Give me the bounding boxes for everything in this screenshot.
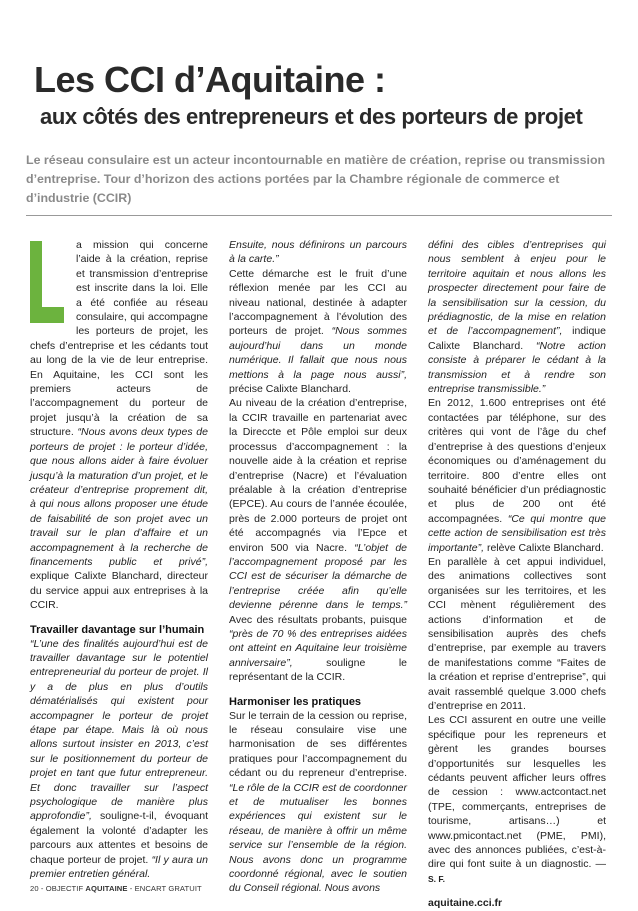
paragraph: “L’une des finalités aujourd’hui est de travailler davantage sur le potentiel entrepreneurial du porteur de projet. Il y a de plus en plus d’outils dématérialisés qui existent pour accompagner le porteur de projet étape par étape. Mais là où nous allons surtout insister en 2013, c’est sur le positionnement du porteur de projet en tant que futur entrepreneur. Et donc travailler sur l’aspect psychologique de manière plus approfondie”, souligne-t-il, évoquant également la volonté d’adapter les parcours aux attentes et besoins de chaque porteur de projet. “Il y aura un premier entretien général.: [30, 637, 209, 881]
quote: “Il y aura un premier entretien général.: [30, 853, 208, 881]
paragraph: Au niveau de la création d’entreprise, la CCIR travaille en partenariat avec la Direccte et Pôle emploi sur deux processus d’accompagnement : la nouvelle aide à la création et reprise d’entreprise (Nacre) et l’évaluation préalable à la création d’entreprise (EPCE). Au cours de l’année écoulée, près de 2.000 porteurs de projet ont été accompagnés via l’Epce et environ 500 via Nacre. “L’objet de l’accompagnement proposé par les CCI est de sécuriser la démarche de l’entreprise créée afin qu’elle devienne pérenne dans le temps.” Avec des résultats probants, puisque “près de 70 % des entreprises aidées ont atteint en Aquitaine leur troisième anniversaire”, souligne le représentant de la CCIR.: [229, 397, 407, 684]
page-footer: 20 - OBJECTIF AQUITAINE - ENCART GRATUIT: [30, 884, 202, 893]
column-1: [30, 238, 208, 881]
section-heading: Harmoniser les pratiques: [229, 695, 362, 708]
column-3: [428, 238, 606, 911]
quote: “près de 70 % des entreprises aidées ont atteint en Aquitaine leur troisième anniversaire”,: [229, 627, 407, 669]
quote: “Le rôle de la CCIR est de coordonner et de mutualiser les bonnes expériences qui existent sur le réseau, de manière à offrir un même service sur l’ensemble de la région. Nous avons donc un programme coordonné régional, avec le soutien du Conseil régional. Nous avons: [229, 781, 407, 895]
quote: “Nous avons deux types de porteurs de projet : le porteur d’idée, que nous allons aider à faire évoluer jusqu’à la maturation d’un projet, et le créateur d’entreprise proprement dit, à qui nous allons proposer une étude de faisabilité de son projet avec un travail sur le plan d’affaire et un accompagnement à la recherche de financements public et privé”,: [30, 426, 208, 568]
author-signature: S. F.: [428, 873, 446, 884]
paragraph: En parallèle à cet appui individuel, des animations collectives sont organisées sur les territoires, et les CCI mènent régulièrement des actions d’information et de sensibilisation auprès des chefs d’entreprise, par exemple au travers de manifestations comme “Faites de la création et reprise d’entreprise”, qui avait rassemblé quelque 3.000 chefs d’entreprise en 2011.: [428, 555, 606, 712]
quote: défini des cibles d’entreprises qui nous semblent à enjeu pour le territoire aquitain et nous allons les prospecter directement pour faire de la sensibilisation sur la cession, du prédiagnostic, de la mise en relation et de l’accompagnement”,: [428, 239, 606, 338]
dropcap-L: [30, 241, 64, 323]
intro-paragraph: a mission qui concerne l’aide à la création, reprise et transmission d’entreprise est inscrite dans la loi. Elle a été confiée au réseau consulaire, qui accompagne les porteurs de projet, les chefs d’entreprise et les cédants tout au long de la vie de leur entreprise. En Aquitaine, les CCI sont les premiers acteurs de l’accompagnement du porteur de projet jusqu’à la création de sa structure. “Nous avons deux types de porteurs de projet : le porteur d’idée, que nous allons aider à faire évoluer jusqu’à la maturation d’un projet, et le créateur d’entreprise proprement dit, à qui nous allons proposer une étude de faisabilité de son projet avec un travail sur le plan d’affaire et un accompagnement à la recherche de financements public et privé”, explique Calixte Blanchard, directeur du service appui aux entreprises à la CCIR.: [30, 239, 208, 612]
header-divider: [26, 215, 612, 216]
quote: “Nous sommes aujourd’hui dans un monde numérique. Il fallait que nous nous mettions à la page nous aussi”,: [229, 325, 407, 381]
quote: “L’une des finalités aujourd’hui est de travailler davantage sur le potentiel entrepreneurial du porteur de projet. Il y a de plus en plus d’outils dématérialisés qui existent pour accompagner le porteur de projet étape par étape. Mais là où nous allons surtout insister en 2013, c’est sur le positionnement du porteur de projet en tant que futur entrepreneur. Et donc travailler sur l’aspect psychologique de manière plus approfondie”,: [30, 637, 208, 823]
paragraph: Sur le terrain de la cession ou reprise, le réseau consulaire vise une harmonisation de ses différentes pratiques pour l’accompagnement du cédant ou du repreneur d’entreprise. “Le rôle de la CCIR est de coordonner et de mutualiser les bonnes expériences qui existent sur le réseau, de manière à offrir un même service sur l’ensemble de la région. Nous avons donc un programme coordonné régional, avec le soutien du Conseil régional. Nous avons: [229, 709, 407, 895]
website-link[interactable]: aquitaine.cci.fr: [428, 897, 503, 910]
column-2: [229, 238, 407, 896]
quote: “Notre action consiste à préparer le cédant à la transmission et à rendre son entreprise transmissible.”: [428, 339, 607, 396]
section-heading: Travailler davantage sur l’humain: [30, 623, 205, 636]
quote: “L’objet de l’accompagnement proposé par les CCI est de sécuriser la démarche de l’entreprise créée afin qu’elle devienne pérenne dans le temps.”: [229, 541, 407, 612]
quote: “Ce qui montre que cette action de sensibilisation est très importante”,: [428, 512, 606, 554]
paragraph: Les CCI assurent en outre une veille spécifique pour les repreneurs et gèrent les grandes bourses d’opportunités sur lesquelles les cédants peuvent afficher leurs offres de cession : www.actcontact.net (TPE, commerçants, entreprises de tourisme, artisans…) et www.pmicontact.net (PME, PMI), avec des annonces publiées, c’est-à-dire qui font suite à un diagnostic. — S. F.: [428, 714, 606, 884]
article-subtitle: aux côtés des entrepreneurs et des porteurs de projet: [40, 104, 583, 129]
page-number: 20: [30, 884, 39, 893]
article-deck: Le réseau consulaire est un acteur incontournable en matière de création, reprise ou transmission d’entreprise. Tour d’horizon des actions portées par la Chambre régionale de commerce et d’industrie (CCIR): [26, 153, 606, 205]
paragraph: [229, 238, 407, 267]
paragraph: En 2012, 1.600 entreprises ont été contactées par téléphone, sur des critères qui vont de l’âge du chef d’entreprise à des questions d’enjeux économiques ou d’aménagement du territoire. 800 d’entre elles ont souhaité bénéficier d’un prédiagnostic et plus de 200 ont été accompagnées. “Ce qui montre que cette action de sensibilisation est très importante”, relève Calixte Blanchard.: [428, 397, 606, 554]
article-title: Les CCI d’Aquitaine :: [34, 59, 386, 100]
paragraph: Cette démarche est le fruit d’une réflexion menée par les CCI au niveau national, destinée à adapter l’accompagnement à l’évolution des porteurs de projet. “Nous sommes aujourd’hui dans un monde numérique. Il fallait que nous nous mettions à la page nous aussi”, précise Calixte Blanchard.: [229, 267, 407, 396]
footer-brand: AQUITAINE: [85, 884, 128, 893]
quote: Ensuite, nous définirons un parcours à la carte.”: [229, 239, 407, 266]
paragraph: défini des cibles d’entreprises qui nous semblent à enjeu pour le territoire aquitain et nous allons les prospecter directement pour faire de la sensibilisation sur la cession, du prédiagnostic, de la mise en relation et de l’accompagnement”, indique Calixte Blanchard. “Notre action consiste à préparer le cédant à la transmission et à rendre son entreprise transmissible.”: [428, 239, 607, 396]
